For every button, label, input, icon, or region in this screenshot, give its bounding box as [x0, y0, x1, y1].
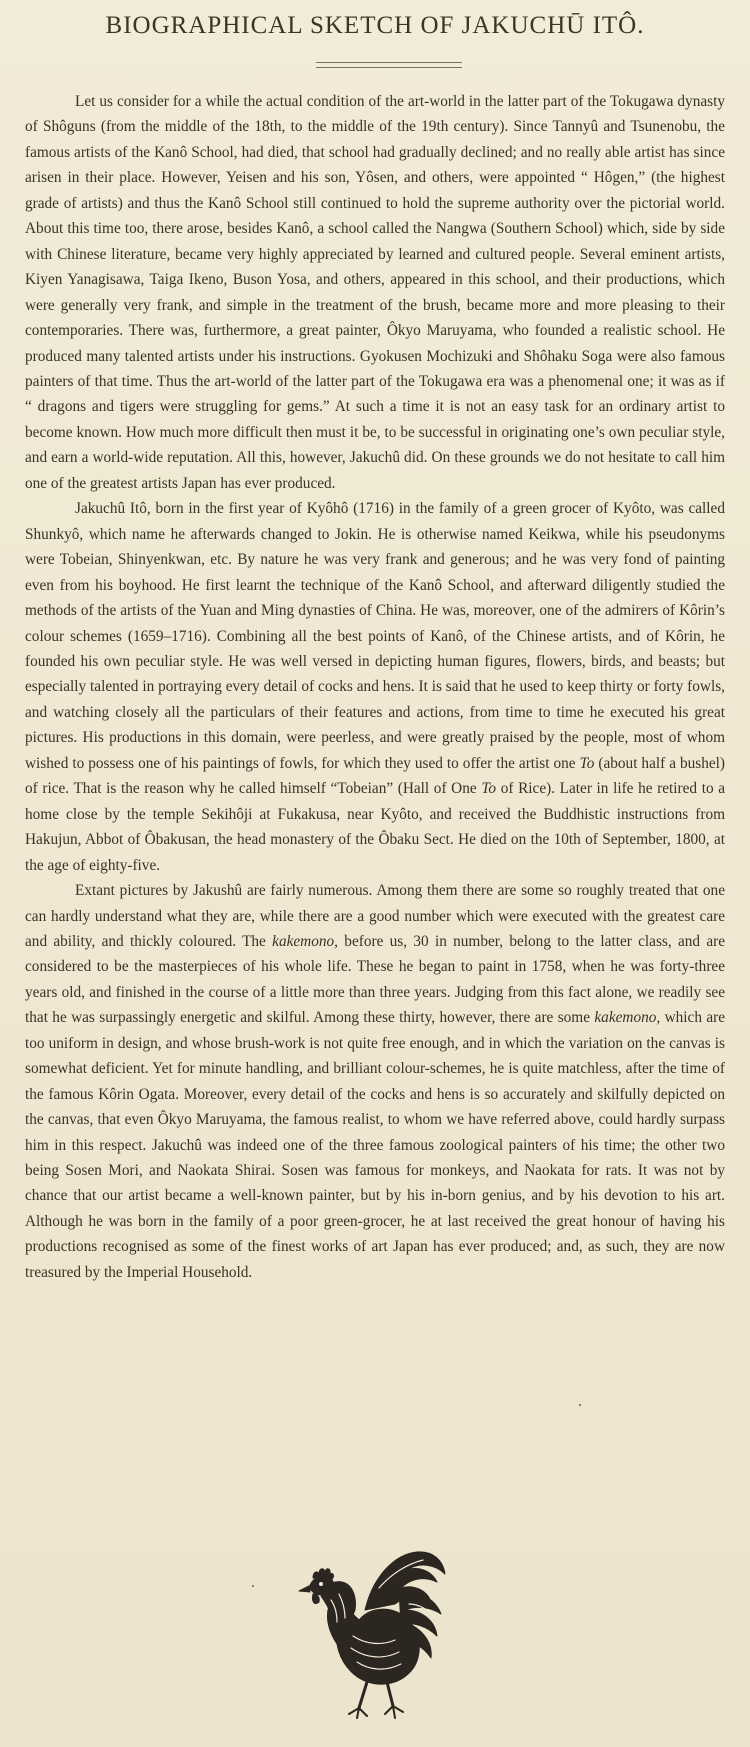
paragraph-1: Let us consider for a while the actual condition of the art-world in the latter part of the Tokugawa dynasty of Shôguns (from the middle of the 18th, to the middle of the 19th century). Since Tannyû and Tsunenobu, the famous artists of the Kanô School, had died, that school had gradually declined; and no really able artist has since arisen in their place. However, Yeisen and his son, Yôsen, and others, were appointed “ Hôgen,” (the highest grade of artists) and thus the Kanô School still continued to hold the supreme authority over the pictorial world. About this time too, there arose, besides Kanô, a school called the Nangwa (Southern School) which, side by side with Chinese literature, became very highly appreciated by learned and cultured people. Several eminent artists, Kiyen Yanagisawa, Taiga Ikeno, Buson Yosa, and others, appeared in this school, and their productions, which were generally very frank, and simple in the treatment of the brush, became more and more pleasing to their contemporaries. There was, furthermore, a great painter, Ôkyo Maruyama, who founded a realistic school. He produced many talented artists under his instructions. Gyokusen Mochizuki and Shôhaku Soga were also famous painters of that time. Thus the art-world of the latter part of the Tokugawa era was a phenomenal one; it was as if “ dragons and tigers were struggling for gems.” At such a time it is not an easy task for an ordinary artist to become known. How much more difficult then must it be, to be successful in originating one’s own peculiar style, and earn a world-wide reputation. All this, however, Jakuchû did. On these grounds we do not hesitate to call him one of the greatest artists Japan has ever produced. — [25, 93, 725, 492]
body-text — [25, 89, 725, 1285]
paragraph-3 — [25, 878, 725, 1285]
paragraph-2-part-b: (about half a bushel) of rice. That is the reason why he called himself “Tobeian” (Hall of One — [25, 754, 726, 798]
to-unit-1: To — [579, 754, 595, 772]
to-unit-2: To — [481, 780, 497, 798]
ink-speck — [252, 1585, 254, 1587]
kakemono-term-2: kakemono, — [594, 1009, 661, 1027]
kakemono-term-1: kakemono, — [272, 932, 338, 950]
paragraph-2-part-c: of Rice). Later in life he retired to a home close by the temple Sekihôji at Fukakusa, near Kyôto, and received the Buddhistic instructions from Hakujun, Abbot of Ôbakusan, the head monastery of the Ôbaku Sect. He died on the 10th of September, 1800, at the age of eighty-five. — [25, 780, 726, 874]
paragraph-3-part-a: Extant pictures by Jakushû are fairly numerous. Among them there are some so roughly treated that one can hardly understand what they are, while there are a good number which were executed with the greatest care and ability, and thickly coloured. The — [25, 882, 725, 950]
page-title: BIOGRAPHICAL SKETCH OF JAKUCHŪ ITÔ. — [105, 12, 645, 39]
paragraph-2-part-a: Jakuchû Itô, born in the first year of Kyôhô (1716) in the family of a green grocer of Kyôto, was called Shunkyô, which name he afterwards changed to Jokin. He is otherwise named Keikwa, while his pseudonyms were Tobeian, Shinyenkwan, etc. By nature he was very frank and generous; and he was very fond of painting even from his boyhood. He first learnt the technique of the Kanô School, and afterward diligently studied the methods of the artists of the Yuan and Ming dynasties of China. He was, moreover, one of the admirers of Kôrin’s colour schemes (1659–1716). Combining all the best points of Kanô, of the Chinese artists, and of Kôrin, he founded his own peculiar style. He was well versed in depicting human figures, flowers, birds, and beasts; but especially talented in portraying every detail of cocks and hens. It is said that he used to keep thirty or forty fowls, and watching closely all the particulars of their features and actions, from time to time he executed his great pictures. His productions in this domain, were peerless, and were greatly praised by the people, most of whom wished to possess one of his paintings of fowls, for which they used to offer the artist one — [25, 500, 725, 772]
rooster-illustration — [295, 1548, 455, 1728]
paragraph-2 — [25, 496, 725, 878]
title-rule — [316, 62, 462, 68]
paragraph-3-part-c: which are too uniform in design, and whose brush-work is not quite free enough, and in which the variation on the canvas is somewhat deficient. Yet for minute handling, and brilliant colour-schemes, he is quite matchless, after the time of the famous Kôrin Ogata. Moreover, every detail of the cocks and hens is so accurately and skilfully depicted on the canvas, that even Ôkyo Maruyama, the famous realist, to whom we have referred above, could hardly surpass him in this respect. Jakuchû was indeed one of the three famous zoological painters of his time; the other two being Sosen Mori, and Naokata Shirai. Sosen was famous for monkeys, and Naokata for rats. It was not by chance that our artist became a well-known painter, but by his in-born genius, and by his devotion to his art. Although he was born in the family of a poor green-grocer, he at last received the great honour of having his productions recognised as some of the finest works of art Japan has ever produced; and, as such, they are now treasured by the Imperial Household. — [25, 1009, 726, 1281]
paragraph-3-part-b: before us, 30 in number, belong to the latter class, and are considered to be the masterpieces of his whole life. These he began to paint in 1758, when he was forty-three years old, and finished in the course of a little more than three years. Judging from this fact alone, we readily see that he was surpassingly energetic and skilful. Among these thirty, however, there are some — [25, 932, 726, 1027]
ink-speck — [579, 1404, 581, 1406]
